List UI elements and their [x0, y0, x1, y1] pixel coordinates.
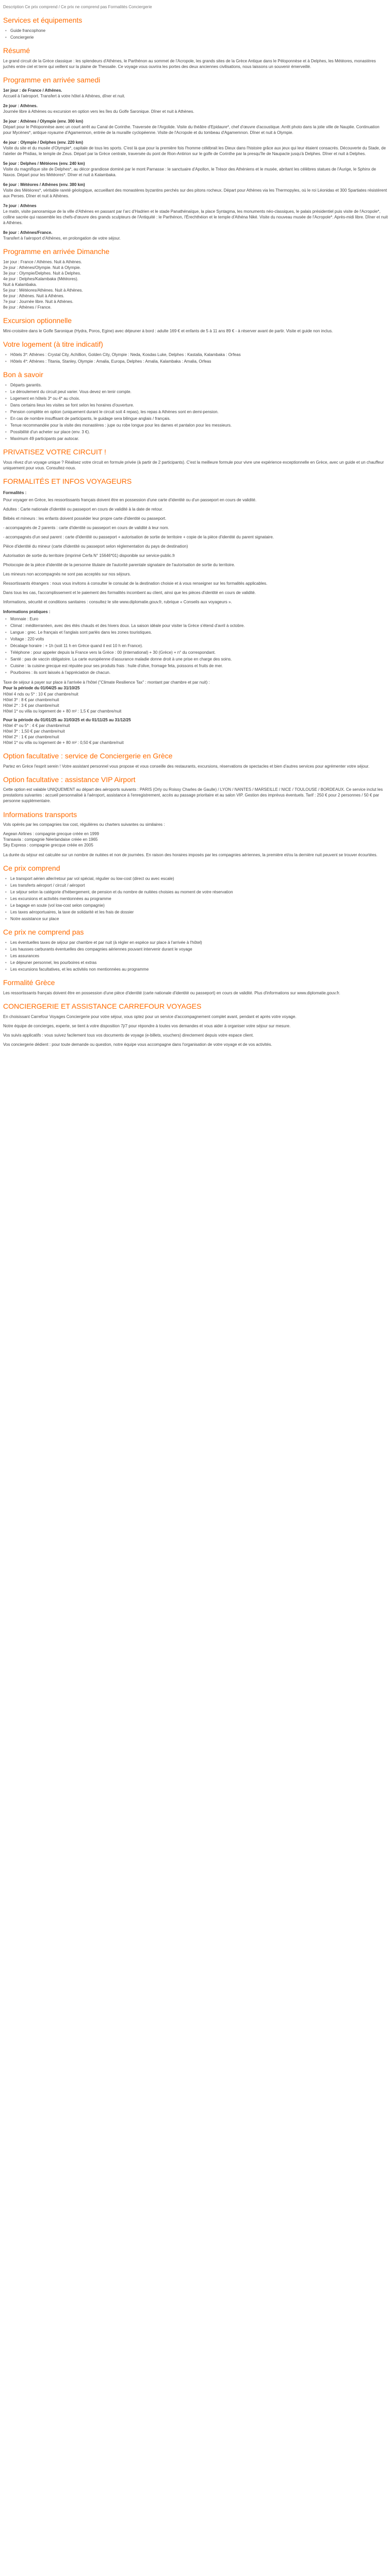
paragraph: Informations, sécurité et conditions sanitaires : consultez le site www.diplomatie.gouv.fr, rubrique « Conseils aux voyageurs ». — [3, 600, 232, 605]
formalite-grece-title: Formalité Grèce — [3, 978, 55, 987]
list-item: • Pourboires : ils sont laissés à l'appréciation de chacun. — [3, 670, 388, 675]
assistance-text: Cette option est valable UNIQUEMENT au départ des aéroports suivants : PARIS (Orly ou Roissy Charles de Gaulle) / LYON / NANTES / MARSEILLE / NICE / TOULOUSE / BORDEAUX. Ce service inclut les prestations suivantes : accueil personnalisé à l'aéroport, assistance à l'enregistrement, accès au passage prioritaire et au salon VIP. Gestion des imprévus éventuels. Tarif : 250 € pour 2 personnes / 50 € par personne supplémentaire. — [3, 787, 383, 804]
resume-title: Résumé — [3, 46, 30, 55]
day-item — [3, 140, 388, 157]
list-item: • Climat : méditerranéen, avec des étés chauds et des hivers doux. La saison idéale pour visiter la Grèce s'étend d'avril à octobre. — [3, 623, 388, 629]
paragraph: Ressortissants étrangers : nous vous invitons à consulter le consulat de la destination choisie et à vous renseigner sur les formalités applicables. — [3, 581, 268, 586]
day-item — [3, 103, 388, 114]
prix-ne-comprend-list — [3, 940, 388, 972]
day-item — [3, 182, 388, 199]
list-item: • Hôtels 4*: Athènes : Titania, Stanley, Olympie : Amalia, Europa, Delphes : Amalia, Kalambaka : Amalia, Orfeas — [3, 359, 388, 364]
list-item: • Monnaie : Euro — [3, 616, 388, 622]
list-item: 5e jour : Météores/Athènes. Nuit à Athènes. — [3, 288, 83, 293]
paragraph: Pour la période du 01/01/25 au 31/03/25 et du 01/11/25 au 31/12/25 — [3, 717, 131, 722]
list-item: Sky Express : compagnie grecque créée en 2005 — [3, 843, 93, 848]
list-item: • Les assurances — [3, 953, 388, 959]
conciergerie-text: Partez en Grèce l'esprit serein ! Votre assistant personnel vous propose et vous conseille des restaurants, excursions, réservations de spectacles et bien d'autres services pour agrémenter votre séjour. — [3, 764, 370, 769]
list-item: • Les excursions et activités mentionnées au programme — [3, 896, 388, 902]
list-item: • Les hausses carburants éventuelles des compagnies aériennes pouvant intervenir durant le voyage — [3, 946, 388, 952]
infos-pratiques-list — [3, 616, 388, 675]
prix-comprend-list — [3, 876, 388, 922]
list-item: • Le séjour selon la catégorie d'hébergement, de pension et du nombre de nuitées choisies au moment de votre réservation — [3, 889, 388, 895]
list-item: • Téléphone : pour appeler depuis la France vers la Grèce : 00 (international) + 30 (Grèce) + n° du correspondant. — [3, 650, 388, 655]
list-item: 6e jour : Athènes. Nuit à Athènes. — [3, 294, 64, 299]
excursion-text: Mini-croisière dans le Golfe Saronique (Hydra, Poros, Egine) avec déjeuner à bord : adulte 169 € et enfants de 5 à 11 ans 89 € - à réserver avant de partir. Visite et guide non inclus. — [3, 329, 333, 334]
carrefour-title: CONCIERGERIE ET ASSISTANCE CARREFOUR VOYAGES — [3, 1002, 202, 1011]
logement-title: Votre logement (à titre indicatif) — [3, 340, 103, 349]
day-text: Départ pour le Péloponnèse avec un court arrêt au Canal de Corinthe. Traversée de l'Argolide. Visite du théâtre d'Epidaure*, chef d'œuvre d'acoustique. Arrêt photo dans la jolie ville de Nauplie. Continuation pour Mycènes*, antique royaume d'Agamemnon, entrée de la muraille cyclopéenne. Visite de l'Acropole et du tombeau d'Agamemnon. Dîner et nuit à Olympie. — [3, 124, 380, 135]
list-item: • Notre assistance sur place — [3, 916, 388, 922]
paragraph: Pour la période du 01/04/25 au 31/10/25 — [3, 686, 80, 691]
list-item: 3e jour : Olympie/Delphes. Nuit à Delphes. — [3, 271, 82, 276]
list-item: • Possibilité d'un acheter sur place (env. 3 €). — [3, 429, 388, 435]
day-heading: 3e jour : Athènes / Olympie (env. 300 km) — [3, 118, 84, 124]
day-heading: 4e jour : Olympie / Delphes (env. 220 km) — [3, 140, 84, 145]
list-item: • Le déjeuner personnel, les pourboires et extras — [3, 960, 388, 965]
breadcrumb: Description Ce prix comprend / Ce prix ne comprend pas Formalités Conciergerie — [3, 5, 152, 9]
day-heading: 8e jour : Athènes/France. — [3, 230, 53, 235]
day-text: Visite du site et du musée d'Olympie*, capitale de tous les sports. C'est là que pour la première fois l'homme célébrait les Dieux dans l'histoire grâce aux jeux qui leur étaient consacrés. Découverte du Stade, de l'atelier de Phidias, le temple de Zeus. Départ par la Grèce centrale, traversée du pont de Rion-Antirion sur le golfe de Corinthe par la presqu'île de Naupacte jusqu'à Delphes. Dîner et nuit à Delphes. — [3, 145, 386, 156]
list-item: • Le bagage en soute (vol low-cost selon compagnie) — [3, 903, 388, 908]
list-item: • Le transport aérien aller/retour par vol spécial, régulier ou low-cost (direct ou avec escale) — [3, 876, 388, 882]
transports-title: Informations transports — [3, 810, 77, 819]
formalite-grece-text: Les ressortissants français doivent être en possession d'une pièce d'identité (carte nationale d'identité ou passeport) en cours de validité. Plus d'informations sur www.diplomatie.gouv.fr. — [3, 991, 340, 996]
day-heading: 6e jour : Météores / Athènes (env. 380 km) — [3, 182, 85, 187]
paragraph: Vos conciergerie dédient : pour toute demande ou question, notre équipe vous accompagne dans l'organisation de votre voyage et de vos activités. — [3, 1042, 272, 1047]
list-item: 4e jour : Delphes/Kalambaka (Météores). — [3, 277, 78, 282]
list-item: • Pension complète en option (uniquement durant le circuit soit 4 repas), les repas à Athènes sont en demi-pension. — [3, 409, 388, 415]
logement-list — [3, 352, 388, 364]
list-item: 8e jour : Athènes / France. — [3, 305, 52, 310]
day-text: Transfert à l'aéroport d'Athènes, en prolongation de votre séjour. — [3, 236, 121, 241]
paragraph: Autorisation de sortie du territoire (imprimé Cerfa N° 15646*01) disponible sur service-public.fr — [3, 553, 175, 558]
list-item: • En cas de nombre insuffisant de participants, le guidage sera bilingue anglais / français. — [3, 416, 388, 421]
programme-dimanche-list — [3, 259, 388, 310]
list-item: • Voltage : 220 volts — [3, 636, 388, 642]
day-text: Le matin, visite panoramique de la ville d'Athènes en passant par l'arc d'Hadrien et le stade Panathénaïque, la place Syntagma, les monuments néo-classiques, le palais présidentiel puis visite de l'Acropole*, colline sacrée qui rassemble les chefs-d'œuvre des grands sculpteurs de l'Antiquité : le Parthénon, l'Érechthéion et le temple d'Athéna Niké. Visite du nouveau musée de l'Acropole*. Après-midi libre. Dîner et nuit à Athènes. — [3, 209, 388, 226]
day-text: Visite du magnifique site de Delphes*, au décor grandiose dominé par le mont Parnasse : le sanctuaire d'Apollon, le Trésor des Athéniens et le musée, abritant les célèbres statues de l'Aurige, le Sphinx de Naxos. Départ pour les Météores*. Dîner et nuit à Kalambaka. — [3, 166, 376, 177]
paragraph: Notre équipe de concierges, experte, se tient à votre disposition 7j/7 pour répondre à toutes vos demandes et vous aider à organiser votre séjour sur mesure. — [3, 1024, 291, 1029]
day-item — [3, 88, 388, 99]
day-item — [3, 161, 388, 178]
transports-text: Vols opérés par les compagnies low cost, régulières ou charters suivantes ou similaires : — [3, 822, 165, 827]
assistance-title: Option facultative : assistance VIP Airport — [3, 775, 136, 784]
bon-a-savoir-title: Bon à savoir — [3, 370, 43, 379]
paragraph: Les mineurs non accompagnés ne sont pas acceptés sur nos séjours. — [3, 572, 131, 577]
paragraph: Photocopie de la pièce d'identité de la personne titulaire de l'autorité parentale signataire de l'autorisation de sortie du territoire. — [3, 562, 235, 567]
paragraph: Pièce d'identité du mineur (carte d'identité ou passeport selon réglementation du pays de destination) — [3, 544, 188, 549]
paragraph: Hôtel 3* : 8 € par chambre/nuit — [3, 697, 59, 702]
list-item: • Décalage horaire : + 1h (soit 11 h en Grèce quand il est 10 h en France). — [3, 643, 388, 649]
paragraph: Vos suivis applicatifs : vous suivez facilement tous vos documents de voyage (e-billets, vouchers) directement depuis votre espace client. — [3, 1033, 254, 1038]
list-item: • Guide francophone — [3, 28, 388, 33]
list-item: • Les transferts aéroport / circuit / aéroport — [3, 883, 388, 888]
list-item: • Les excursions facultatives, et les activités non mentionnées au programme — [3, 967, 388, 972]
paragraph: Hôtel 4* ou 5* : 4 € par chambre/nuit — [3, 723, 70, 728]
paragraph: Hôtel 1* ou villa ou logement de + 80 m² : 1,5 € par chambre/nuit — [3, 708, 122, 714]
day-text: Accueil à l'aéroport. Transfert à votre hôtel à Athènes, dîner et nuit. — [3, 93, 125, 98]
day-text: Journée libre à Athènes ou excursion en option vers les îles du Golfe Saronique. Dîner et nuit à Athènes. — [3, 109, 194, 114]
paragraph: Bébés et mineurs : les enfants doivent posséder leur propre carte d'identité ou passeport. — [3, 516, 167, 521]
paragraph: - accompagnés d'un seul parent : carte d'identité ou passeport + autorisation de sortie de territoire + copie de la pièce d'identité du parent signataire. — [3, 534, 274, 539]
privatisez-title: PRIVATISEZ VOTRE CIRCUIT ! — [3, 448, 106, 456]
list-item: • Le déroulement du circuit peut varier. Vous devez en tenir compte. — [3, 389, 388, 395]
list-item: • Santé : pas de vaccin obligatoire. La carte européenne d'assurance maladie donne droit à une prise en charge des soins. — [3, 656, 388, 662]
programme-samedi-title: Programme en arrivée samedi — [3, 75, 101, 84]
paragraph: - accompagnés de 2 parents : carte d'identité ou passeport en cours de validité à leur nom. — [3, 525, 169, 530]
day-heading: 2e jour : Athènes. — [3, 103, 38, 108]
list-item: • Logement en hôtels 3* ou 4* au choix. — [3, 396, 388, 401]
list-item: • Dans certains lieux les visites se font selon les horaires d'ouverture. — [3, 402, 388, 408]
conciergerie-title: Option facultative : service de Conciergerie en Grèce — [3, 751, 173, 760]
paragraph: Hôtel 3* : 1,50 € par chambre/nuit — [3, 728, 65, 734]
list-item: • Hôtels 3*: Athènes : Crystal City, Achillion, Golden City, Olympie : Neda, Kosdas Luke, Delphes : Kastalia, Kalambaka : Orfeas — [3, 352, 388, 358]
infos-pratiques-title: Informations pratiques : — [3, 609, 51, 615]
list-item: • Tenue recommandée pour la visite des monastères : jupe ou robe longue pour les dames et pantalon pour les messieurs. — [3, 422, 388, 428]
day-item — [3, 230, 388, 241]
list-item: 1er jour : France / Athènes. Nuit à Athènes. — [3, 260, 82, 265]
day-text: Visite des Météores*, véritable rareté géologique, accueillant des monastères byzantins perchés sur des pitons rocheux. Départ pour Athènes via les Thermopyles, où le roi Léonidas et 300 Spartiates résistèrent aux Perses. Dîner et nuit à Athènes. — [3, 188, 387, 199]
prix-comprend-title: Ce prix comprend — [3, 864, 60, 873]
page-content — [0, 0, 391, 1056]
day-heading: 7e jour : Athènes — [3, 204, 37, 209]
formalites-subtitle: Formalités : — [3, 490, 27, 495]
list-item: Nuit à Kalambaka. — [3, 282, 37, 287]
list-item: 2e jour : Athènes/Olympie. Nuit à Olympie. — [3, 265, 81, 270]
paragraph: Dans tous les cas, l'accomplissement et le paiement des formalités incombent au client, ainsi que les pièces d'identité en cours de validité. — [3, 590, 256, 596]
programme-dimanche-title: Programme en arrivée Dimanche — [3, 247, 110, 256]
taxe-sejour-block — [3, 680, 388, 745]
services-title: Services et équipements — [3, 16, 83, 25]
paragraph: Hôtel 1* ou villa ou logement de + 80 m² : 0,50 € par chambre/nuit — [3, 740, 124, 745]
paragraph: Pour voyager en Grèce, les ressortissants français doivent être en possession d'une carte d'identité ou d'un passeport en cours de validité. — [3, 497, 257, 502]
privatisez-text: Vous rêvez d'un voyage unique ? Réalisez votre circuit en formule privée (à partir de 2 participants). C'est la meilleure formule pour vivre une expérience exceptionnelle en Grèce, avec un guide et un chauffeur uniquement pour vous. Consultez-nous. — [3, 460, 384, 470]
paragraph: Taxe de séjour à payer sur place à l'arrivée à l'hôtel ("Climate Resilience Tax" : montant par chambre et par nuit) : — [3, 680, 210, 685]
day-item — [3, 203, 388, 226]
list-item: • Départs garantis. — [3, 382, 388, 388]
list-item: Aegean Airlines : compagnie grecque créée en 1999 — [3, 832, 99, 837]
paragraph: Hôtel 4 nds ou 5* : 10 € par chambre/nuit — [3, 691, 78, 697]
list-item: • Langue : grec. Le français et l'anglais sont parlés dans les zones touristiques. — [3, 630, 388, 635]
prix-ne-comprend-title: Ce prix ne comprend pas — [3, 928, 84, 937]
list-item: • Maximum 49 participants par autocar. — [3, 436, 388, 442]
list-item: • Cuisine : la cuisine grecque est réputée pour ses produits frais : huile d'olive, fromage feta, poissons et fruits de mer. — [3, 663, 388, 669]
excursion-title: Excursion optionnelle — [3, 316, 72, 325]
formalites-title: FORMALITÉS ET INFOS VOYAGEURS — [3, 477, 132, 485]
list-item: • Les éventuelles taxes de séjour par chambre et par nuit (à régler en espèce sur place à l'arrivée à l'hôtel) — [3, 940, 388, 945]
transports-extra: La durée du séjour est calculée sur un nombre de nuitées et non de journées. En raison des horaires imposés par les compagnies aériennes, la première et/ou la dernière nuit peuvent se trouver écourtées. — [3, 853, 378, 858]
services-list — [3, 28, 388, 40]
resume-text: Le grand circuit de la Grèce classique : les splendeurs d'Athènes, le Parthénon au sommet de l'Acropole, les grands sites de la Grèce Antique dans le Péloponnèse et à Delphes, les Météores, monastères juchés entre ciel et terre qui veillent sur la plaine de Thessalie. Ce voyage vous ouvrira les portes des deux anciennes civilisations, nous laissons un souvenir émerveillé. — [3, 58, 376, 69]
list-item: Transavia : compagnie Néerlandaise créée en 1965 — [3, 837, 98, 842]
day-heading: 1er jour : de France / Athènes. — [3, 88, 62, 93]
list-item: 7e jour : Journée libre. Nuit à Athènes. — [3, 299, 74, 304]
paragraph: En choisissant Carrefour Voyages Conciergerie pour votre séjour, vous optez pour un service d'accompagnement complet avant, pendant et après votre voyage. — [3, 1014, 297, 1020]
list-item: • Les taxes aéroportuaires, la taxe de solidarité et les frais de dossier — [3, 909, 388, 915]
bon-a-savoir-list — [3, 382, 388, 442]
paragraph: Adultes : Carte nationale d'identité ou passeport en cours de validité à la date de retour. — [3, 506, 164, 512]
list-item: • Conciergerie — [3, 35, 388, 40]
day-heading: 5e jour : Delphes / Météores (env. 240 km) — [3, 161, 85, 166]
day-item — [3, 118, 388, 135]
paragraph: Hôtel 2* : 3 € par chambre/nuit — [3, 703, 59, 708]
airlines-list — [3, 831, 388, 848]
paragraph: Hôtel 2* : 1 € par chambre/nuit — [3, 734, 59, 739]
